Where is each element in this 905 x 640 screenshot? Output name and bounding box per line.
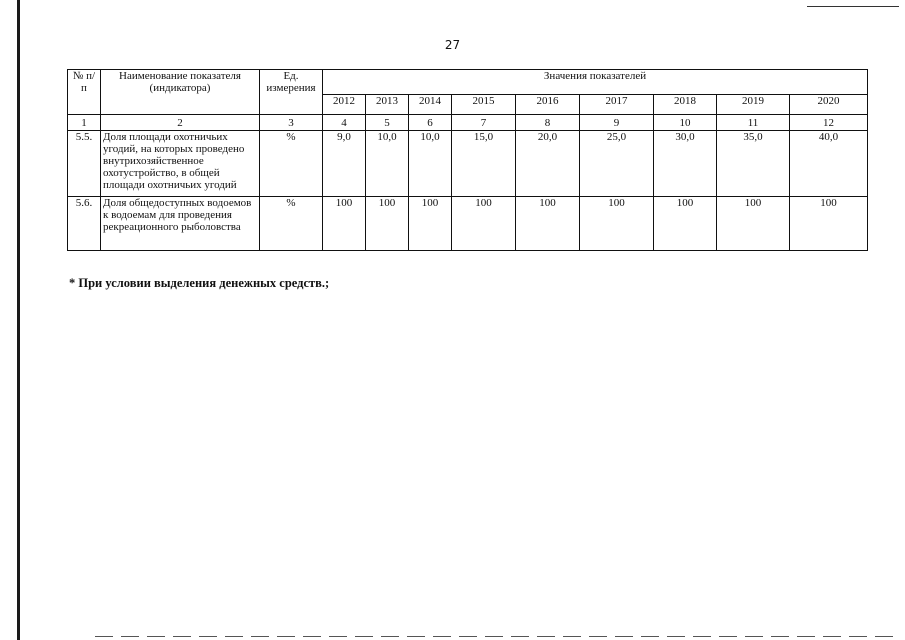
- value-cell: 20,0: [516, 131, 580, 197]
- value-cell: 100: [366, 197, 409, 251]
- unit-cell: %: [260, 131, 323, 197]
- value-cell: 9,0: [323, 131, 366, 197]
- footnote: * При условии выделения денежных средств.;: [69, 276, 330, 290]
- scan-edge-bottom: [95, 636, 895, 637]
- value-cell: 100: [580, 197, 654, 251]
- year-header: 2016: [516, 95, 580, 115]
- value-cell: 100: [452, 197, 516, 251]
- column-number: 7: [452, 115, 516, 131]
- year-header: 2014: [409, 95, 452, 115]
- year-header: 2013: [366, 95, 409, 115]
- year-header: 2018: [654, 95, 717, 115]
- year-header: 2012: [323, 95, 366, 115]
- value-cell: 100: [323, 197, 366, 251]
- value-cell: 30,0: [654, 131, 717, 197]
- value-cell: 15,0: [452, 131, 516, 197]
- year-header: 2019: [717, 95, 790, 115]
- column-number: 11: [717, 115, 790, 131]
- column-number: 10: [654, 115, 717, 131]
- value-cell: 25,0: [580, 131, 654, 197]
- header-name: Наименование показателя (индикатора): [101, 70, 260, 115]
- header-number: № п/п: [68, 70, 101, 115]
- column-number: 2: [101, 115, 260, 131]
- value-cell: 100: [409, 197, 452, 251]
- column-number: 1: [68, 115, 101, 131]
- value-cell: 100: [654, 197, 717, 251]
- column-number: 3: [260, 115, 323, 131]
- row-number: 5.6.: [68, 197, 101, 251]
- header-row: [68, 70, 868, 95]
- scan-edge-left: [17, 0, 20, 640]
- indicators-table: [67, 69, 868, 251]
- column-number: 8: [516, 115, 580, 131]
- value-cell: 100: [516, 197, 580, 251]
- value-cell: 40,0: [790, 131, 868, 197]
- header-unit: Ед. измерения: [260, 70, 323, 115]
- year-header: 2020: [790, 95, 868, 115]
- value-cell: 35,0: [717, 131, 790, 197]
- year-header: 2015: [452, 95, 516, 115]
- table-row: [68, 131, 868, 197]
- column-numbers-row: [68, 115, 868, 131]
- column-number: 6: [409, 115, 452, 131]
- value-cell: 10,0: [366, 131, 409, 197]
- scan-edge-top: [807, 6, 899, 7]
- year-header: 2017: [580, 95, 654, 115]
- column-number: 4: [323, 115, 366, 131]
- indicator-name: Доля площади охотничьих угодий, на которых проведено внутрихозяйственное охотустройство, в общей площади охотничьих угодий: [101, 131, 260, 197]
- row-number: 5.5.: [68, 131, 101, 197]
- column-number: 12: [790, 115, 868, 131]
- unit-cell: %: [260, 197, 323, 251]
- value-cell: 100: [717, 197, 790, 251]
- page-number: 27: [444, 38, 461, 52]
- table-row: [68, 197, 868, 251]
- value-cell: 100: [790, 197, 868, 251]
- header-values: Значения показателей: [323, 70, 868, 95]
- value-cell: 10,0: [409, 131, 452, 197]
- column-number: 5: [366, 115, 409, 131]
- column-number: 9: [580, 115, 654, 131]
- indicator-name: Доля общедоступных водоемов к водоемам для проведения рекреационного рыболовства: [101, 197, 260, 251]
